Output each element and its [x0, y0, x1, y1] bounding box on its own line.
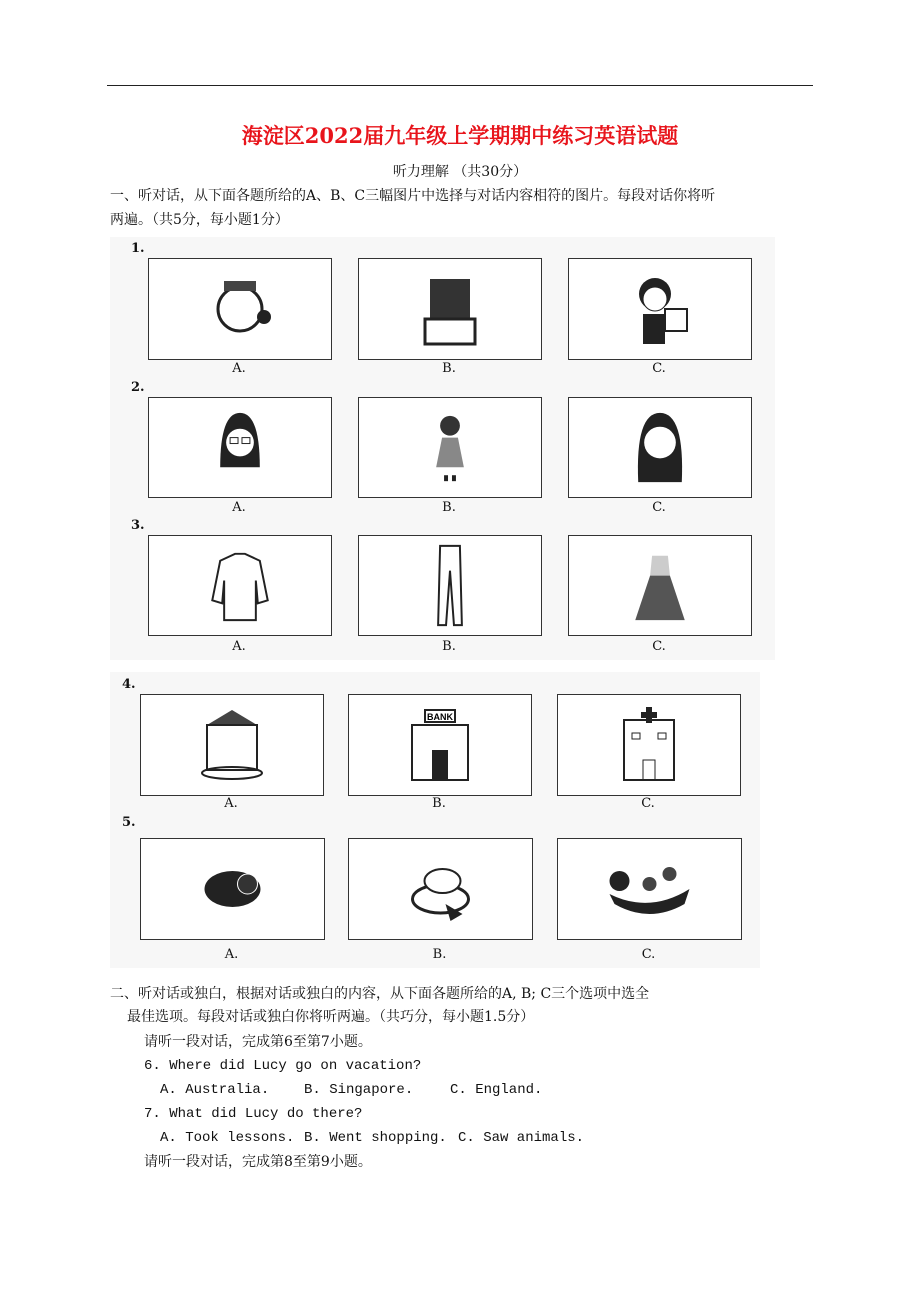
q6-option-b: B. Singapore. [304, 1082, 414, 1098]
q7-option-a: A. Took lessons. [160, 1130, 295, 1146]
option-label: A. [232, 500, 246, 515]
girl-long-hair-illustration [569, 398, 751, 497]
picture-option-mooncake [348, 838, 533, 940]
q7-option-b: B. Went shopping. [304, 1130, 447, 1146]
carousel-illustration [141, 695, 323, 795]
dragon-boat-race-illustration [558, 839, 741, 939]
picture-option-carousel [140, 694, 324, 796]
picture-option-girl-long-hair [568, 397, 752, 498]
section2-instruction-line1: 二、听对话或独白，根据对话或独白的内容，从下面各题所给的A, B; C三个选项中选全 [110, 986, 650, 1002]
option-label: B. [442, 639, 456, 654]
option-label: A. [224, 796, 238, 811]
question-6: 6. Where did Lucy go on vacation? [144, 1058, 422, 1074]
q6-option-c: C. England. [450, 1082, 543, 1098]
question-number: 4. [122, 677, 136, 692]
option-label: B. [442, 500, 456, 515]
option-label: C. [641, 947, 656, 962]
jeans-illustration [359, 536, 541, 635]
students-at-desk-illustration [359, 259, 541, 359]
shirt-illustration [149, 536, 331, 635]
picture-option-bank-building [348, 694, 532, 796]
option-label: C. [652, 361, 666, 376]
girl-reading-book-illustration [569, 259, 751, 359]
picture-option-boy-with-headphones [148, 258, 332, 360]
option-label: B. [432, 947, 447, 962]
boy-with-headphones-illustration [149, 259, 331, 359]
option-label: A. [232, 639, 246, 654]
question-number: 5. [122, 815, 136, 830]
girl-with-glasses-illustration [149, 398, 331, 497]
dialogue-intro-1: 请听一段对话，完成第6至第7小题。 [144, 1034, 372, 1050]
option-label: C. [652, 500, 666, 515]
question-number: 1. [131, 241, 145, 256]
picture-option-girl-reading-book [568, 258, 752, 360]
picture-option-shirt [148, 535, 332, 636]
hospital-building-illustration [558, 695, 740, 795]
skirt-illustration [569, 536, 751, 635]
header-rule [107, 85, 813, 86]
small-girl-in-dress-illustration [359, 398, 541, 497]
section1-instruction-line2: 两遍。（共5分，每小题1分） [110, 212, 289, 228]
picture-option-girl-with-glasses [148, 397, 332, 498]
question-number: 2. [131, 380, 145, 395]
option-label: A. [232, 361, 246, 376]
option-label: B. [432, 796, 446, 811]
picture-option-small-girl-in-dress [358, 397, 542, 498]
question-number: 3. [131, 518, 145, 533]
page-title: 海淀区2022届九年级上学期期中练习英语试题 [241, 123, 679, 148]
option-label: B. [442, 361, 456, 376]
picture-option-hospital-building [557, 694, 741, 796]
option-label: A. [224, 947, 239, 962]
mooncake-illustration [349, 839, 532, 939]
q7-option-c: C. Saw animals. [458, 1130, 585, 1146]
dialogue-intro-2: 请听一段对话，完成第8至第9小题。 [144, 1154, 372, 1170]
section2-instruction-line2: 最佳选项。每段对话或独白你将听两遍。（共巧分，每小题1.5分） [127, 1009, 535, 1025]
new-year-greeting-illustration [141, 839, 324, 939]
section-heading: 听力理解 （共30分） [392, 164, 528, 180]
picture-option-new-year-greeting [140, 838, 325, 940]
option-label: C. [641, 796, 655, 811]
q6-option-a: A. Australia. [160, 1082, 270, 1098]
picture-option-jeans [358, 535, 542, 636]
svg-text:BANK: BANK [427, 712, 453, 722]
option-label: C. [652, 639, 666, 654]
question-7: 7. What did Lucy do there? [144, 1106, 363, 1122]
picture-option-students-at-desk [358, 258, 542, 360]
bank-building-illustration [349, 695, 531, 795]
section1-instruction-line1: 一、听对话，从下面各题所给的A、B、C三幅图片中选择与对话内容相符的图片。每段对话你将听 [110, 188, 716, 204]
picture-option-dragon-boat-race [557, 838, 742, 940]
picture-option-skirt [568, 535, 752, 636]
